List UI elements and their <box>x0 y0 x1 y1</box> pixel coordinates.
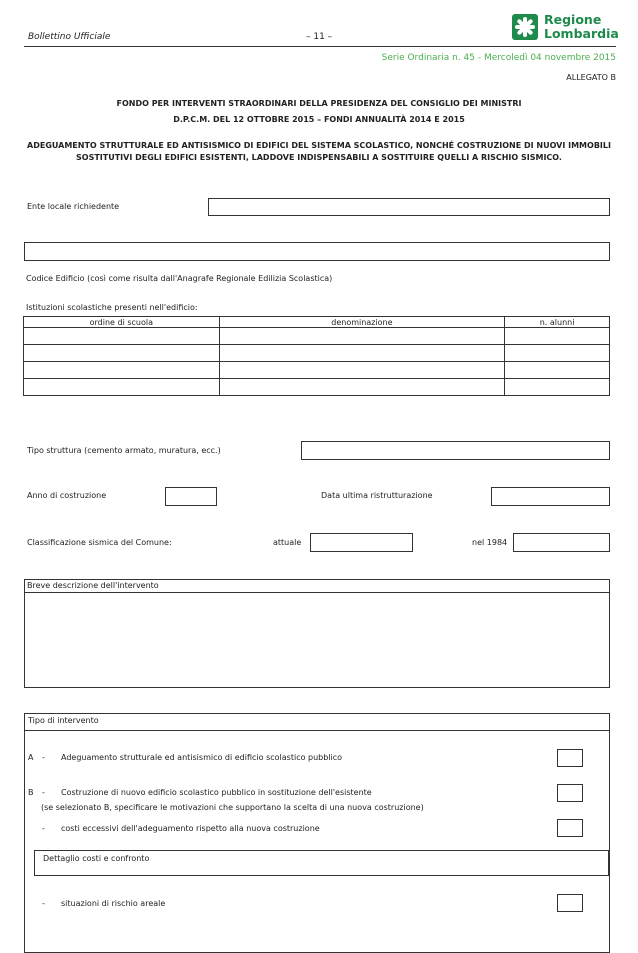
option-b-dash: - <box>42 788 45 797</box>
option-b-letter: B <box>28 788 34 797</box>
table-cell[interactable] <box>219 345 505 362</box>
option-a-text: Adeguamento strutturale ed antisismico di edificio scolastico pubblico <box>61 753 343 762</box>
logo-text <box>544 13 619 41</box>
attuale-input[interactable] <box>310 533 413 552</box>
codice-edificio-input[interactable] <box>24 242 610 261</box>
option-a-dash: - <box>42 753 45 762</box>
attuale-label: attuale <box>273 538 302 547</box>
table-cell[interactable] <box>24 328 220 345</box>
title-line4: SOSTITUTIVI DEGLI EDIFICI ESISTENTI, LADDOVE INDISPENSABILI A SOSTITUIRE QUELLI A RISCHIO SISMICO. <box>76 153 562 162</box>
nel1984-input[interactable] <box>513 533 610 552</box>
col-ordine: ordine di scuola <box>24 317 220 328</box>
table-cell[interactable] <box>505 379 610 396</box>
rischio-checkbox[interactable] <box>557 894 583 912</box>
schools-table <box>23 316 610 396</box>
table-header-row <box>24 317 610 328</box>
option-a-checkbox[interactable] <box>557 749 583 767</box>
logo-line2: Lombardia <box>544 26 619 41</box>
costi-dash: - <box>42 824 45 833</box>
table-row <box>24 379 610 396</box>
costi-text: costi eccessivi dell'adeguamento rispetto alla nuova costruzione <box>61 824 320 833</box>
title-line3: ADEGUAMENTO STRUTTURALE ED ANTISISMICO DI EDIFICI DEL SISTEMA SCOLASTICO, NONCHÉ COSTRUZIONE DI NUOVI IMMOBILI <box>27 141 611 150</box>
tipo-intervento-panel <box>24 713 610 953</box>
logo-line1: Regione <box>544 12 602 27</box>
istituzioni-label: Istituzioni scolastiche presenti nell'edificio: <box>26 303 198 312</box>
table-cell[interactable] <box>219 379 505 396</box>
breve-descrizione-label: Breve descrizione dell'intervento <box>27 581 159 590</box>
table-cell[interactable] <box>219 362 505 379</box>
table-cell[interactable] <box>219 328 505 345</box>
nel1984-label: nel 1984 <box>472 538 508 547</box>
breve-descrizione-panel <box>24 579 610 688</box>
ente-input[interactable] <box>208 198 610 216</box>
series-line: Serie Ordinaria n. 45 - Mercoledì 04 novembre 2015 <box>381 53 616 63</box>
title-line2: D.P.C.M. DEL 12 OTTOBRE 2015 – FONDI ANNUALITÀ 2014 E 2015 <box>173 115 465 124</box>
tipo-intervento-title: Tipo di intervento <box>28 716 99 725</box>
rischio-dash: - <box>42 899 45 908</box>
tipo-struttura-label: Tipo struttura (cemento armato, muratura, ecc.) <box>27 446 221 455</box>
option-b-note: (se selezionato B, specificare le motivazioni che supportano la scelta di una nuova costruzione) <box>41 803 424 812</box>
tipo-struttura-input[interactable] <box>301 441 610 460</box>
table-cell[interactable] <box>24 379 220 396</box>
classificazione-label: Classificazione sismica del Comune: <box>27 538 172 547</box>
table-cell[interactable] <box>24 345 220 362</box>
ente-label: Ente locale richiedente <box>27 202 120 211</box>
table-row <box>24 328 610 345</box>
dettaglio-costi-box[interactable] <box>34 850 609 876</box>
anno-label: Anno di costruzione <box>27 491 107 500</box>
table-cell[interactable] <box>505 345 610 362</box>
anno-input[interactable] <box>165 487 217 506</box>
data-ristrutturazione-input[interactable] <box>491 487 610 506</box>
table-row <box>24 345 610 362</box>
breve-descrizione-textarea[interactable] <box>25 593 609 687</box>
option-b-checkbox[interactable] <box>557 784 583 802</box>
header-rule <box>24 46 616 47</box>
page-number: – 11 – <box>306 32 333 42</box>
attachment-label: ALLEGATO B <box>566 73 616 82</box>
publication-title: Bollettino Ufficiale <box>28 32 111 42</box>
option-b-text: Costruzione di nuovo edificio scolastico pubblico in sostituzione dell'esistente <box>61 788 372 797</box>
rischio-text: situazioni di rischio areale <box>61 899 166 908</box>
title-line1: FONDO PER INTERVENTI STRAORDINARI DELLA PRESIDENZA DEL CONSIGLIO DEI MINISTRI <box>116 99 522 108</box>
table-cell[interactable] <box>505 362 610 379</box>
costi-checkbox[interactable] <box>557 819 583 837</box>
dettaglio-costi-label: Dettaglio costi e confronto <box>43 854 150 863</box>
divider <box>25 730 609 731</box>
col-alunni: n. alunni <box>505 317 610 328</box>
regione-lombardia-logo-icon <box>512 14 538 40</box>
option-a-letter: A <box>28 753 34 762</box>
table-cell[interactable] <box>505 328 610 345</box>
data-ristrutturazione-label: Data ultima ristrutturazione <box>321 491 433 500</box>
table-row <box>24 362 610 379</box>
codice-label: Codice Edificio (così come risulta dall'Anagrafe Regionale Edilizia Scolastica) <box>26 274 333 283</box>
col-denominazione: denominazione <box>219 317 505 328</box>
table-cell[interactable] <box>24 362 220 379</box>
